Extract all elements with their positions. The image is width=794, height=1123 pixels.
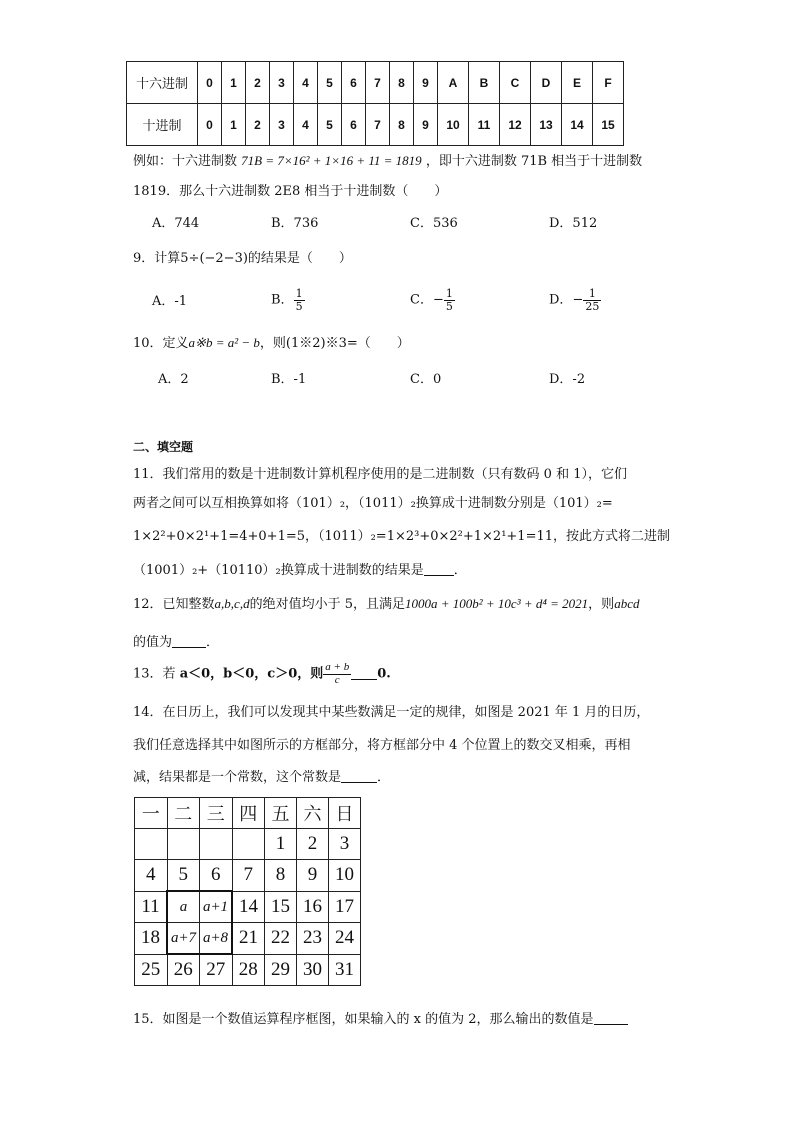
q10-option-c: C．0: [410, 372, 442, 387]
decimal-cell: 3: [270, 104, 294, 146]
calendar-box-cell-a-plus-7: a+7: [167, 923, 200, 955]
calendar-day: 1: [265, 829, 297, 860]
q8-option-a: A．744: [152, 216, 200, 231]
hex-cell: 4: [294, 62, 318, 104]
q12-equation: 1000a + 100b² + 10c³ + d⁴ = 2021: [404, 596, 589, 611]
q12-suffix: ，则: [588, 597, 615, 612]
decimal-cell: 2: [246, 104, 270, 146]
hex-cell: C: [500, 62, 531, 104]
calendar-day: 9: [297, 860, 329, 892]
calendar-day: [232, 829, 265, 860]
decimal-cell: 0: [198, 104, 222, 146]
decimal-row-label: 十进制: [127, 104, 198, 146]
hex-cell: 5: [318, 62, 342, 104]
decimal-cell: 11: [469, 104, 500, 146]
calendar-day: 15: [265, 891, 297, 923]
hex-cell: 7: [366, 62, 390, 104]
q8-question-line: 1819．那么十六进制数 2E8 相当于十进制数（ ）: [133, 184, 448, 199]
calendar-header-row: [135, 798, 361, 829]
q14-line-1: 14．在日历上，我们可以发现其中某些数满足一定的规律，如图是 2021 年 1 月的日历，: [133, 705, 650, 720]
calendar-week-row: [135, 829, 361, 860]
calendar-day: 31: [329, 954, 361, 986]
calendar-day: [167, 829, 200, 860]
section-title-fill-in: 二、填空题: [133, 440, 194, 454]
q9-stem: [133, 252, 352, 265]
q10-stem-prefix: 10．定义: [133, 336, 189, 351]
hex-cell: 1: [222, 62, 246, 104]
q15-line-1: [133, 1012, 628, 1026]
q12-stem: [133, 597, 639, 611]
calendar-day: 6: [200, 860, 233, 892]
calendar-day: 14: [232, 891, 265, 923]
hex-cell: 6: [342, 62, 366, 104]
calendar-box-cell-a-plus-8: a+8: [200, 923, 233, 955]
weekday-thu: 四: [232, 798, 265, 829]
calendar-day: 25: [135, 954, 168, 986]
q8-option-b: B．736: [271, 216, 319, 231]
calendar-day: [135, 829, 168, 860]
q8-option-c: C．536: [410, 216, 458, 231]
calendar-day: 22: [265, 923, 297, 955]
calendar-week-row: [135, 923, 361, 955]
q13-fraction-denominator: c: [334, 673, 340, 686]
hex-cell: A: [438, 62, 469, 104]
q9-option-c-numerator: 1: [445, 287, 453, 300]
decimal-cell: 6: [342, 104, 366, 146]
q9-option-b-numerator: 1: [295, 287, 303, 300]
q14-answer-blank[interactable]: [341, 770, 377, 783]
hex-cell: 0: [198, 62, 222, 104]
calendar-day: 26: [167, 954, 200, 986]
q11-line-4: （1001）₂+（10110）₂换算成十进制数的结果是 ．: [133, 563, 467, 578]
q12-mid: 的绝对值均小于 5，且满足: [249, 597, 405, 612]
q12-line-2: 的值为 ．: [133, 635, 220, 650]
q13-end: 0.: [377, 666, 391, 682]
weekday-sat: 六: [297, 798, 329, 829]
calendar-week-row: [135, 860, 361, 892]
q12-target: abcd: [614, 596, 640, 611]
q10-option-b: B．-1: [271, 372, 307, 387]
q9-option-b-letter: B．: [271, 292, 294, 308]
q10-stem-suffix: =（ ）: [346, 336, 410, 351]
calendar-day: 5: [167, 860, 200, 892]
q13-conditions: a＜0，b＜0，c＞0，则: [179, 666, 324, 682]
q11-line-1: 11．我们常用的数是十进制数计算机程序使用的是二进制数（只有数码 0 和 1），它们: [133, 467, 627, 482]
calendar-week-row: [135, 954, 361, 986]
calendar-day: 16: [297, 891, 329, 923]
hex-cell: F: [593, 62, 624, 104]
q15-line-1-text: 15．如图是一个数值运算程序框图，如果输入的 x 的值为 2，那么输出的数值是: [133, 1012, 594, 1027]
q12-prefix: 12．已知整数: [133, 597, 215, 612]
calendar-box-cell-a: a: [167, 891, 200, 923]
decimal-cell: 13: [531, 104, 562, 146]
calendar-january-2021: [134, 797, 361, 986]
q9-option-d: D．− $\frac{1}{25}$: [549, 287, 600, 313]
decimal-row: [127, 104, 624, 146]
q9-option-c: C．− $\frac{1}{5}$: [410, 287, 453, 313]
q12-answer-blank[interactable]: [172, 635, 206, 648]
decimal-cell: 12: [500, 104, 531, 146]
q11-line-3: 1×2²+0×2¹+1=4+0+1=5，（1011）₂=1×2³+0×2²+1×2¹+1=11，按此方式将二进制: [133, 529, 671, 544]
calendar-day: 8: [265, 860, 297, 892]
q9-option-c-denominator: 5: [445, 299, 453, 313]
calendar-day: [200, 829, 233, 860]
calendar-day: 17: [329, 891, 361, 923]
q14-line-3: 减，结果都是一个常数，这个常数是 ．: [133, 770, 391, 785]
hex-cell: 9: [414, 62, 438, 104]
q10-expression: (1※2)※3: [285, 336, 347, 351]
q11-answer-blank[interactable]: [424, 563, 454, 576]
calendar-day: 2: [297, 829, 329, 860]
q11-line-4-text: （1001）₂+（10110）₂换算成十进制数的结果是: [133, 563, 424, 578]
hex-cell: E: [562, 62, 593, 104]
calendar-day: 7: [232, 860, 265, 892]
q9-option-b-denominator: 5: [295, 299, 303, 313]
q9-option-a: A．-1: [152, 294, 188, 309]
weekday-mon: 一: [135, 798, 168, 829]
q9-stem-prefix: 9．计算: [133, 251, 181, 266]
hex-row: [127, 62, 624, 104]
q11-line-2: 两者之间可以互相换算如将（101）₂，（1011）₂换算成十进制数分别是（101）₂=: [133, 496, 613, 511]
q13-prefix: 13．若: [133, 666, 176, 682]
q9-option-d-letter: D．: [549, 292, 573, 308]
q10-definition: a※b = a² − b: [188, 335, 260, 350]
decimal-cell: 8: [390, 104, 414, 146]
decimal-cell: 9: [414, 104, 438, 146]
q9-option-d-fraction: [583, 288, 601, 312]
calendar-day: 10: [329, 860, 361, 892]
q9-option-d-numerator: 1: [583, 288, 601, 301]
q8-example-formula: 71B = 7×16² + 1×16 + 11 = 1819: [241, 153, 422, 168]
decimal-cell: 14: [562, 104, 593, 146]
hex-row-label: 十六进制: [127, 62, 198, 104]
calendar-day: 28: [232, 954, 265, 986]
q9-option-d-denominator: 25: [585, 299, 600, 313]
calendar-box-cell-a-plus-1: a+1: [200, 891, 233, 923]
q9-expression: 5÷(−2−3): [180, 251, 248, 266]
weekday-fri: 五: [265, 798, 297, 829]
weekday-tue: 二: [167, 798, 200, 829]
hex-cell: B: [469, 62, 500, 104]
q10-option-d: D．-2: [549, 372, 586, 387]
q8-example-prefix: 例如：十六进制数: [133, 154, 238, 169]
q10-stem-mid: ，则: [259, 336, 286, 351]
hex-cell: 8: [390, 62, 414, 104]
calendar-day: 27: [200, 954, 233, 986]
calendar-day: 24: [329, 923, 361, 955]
q9-option-c-fraction: [444, 288, 455, 312]
q9-option-c-letter: C．: [410, 292, 433, 308]
hex-cell: 2: [246, 62, 270, 104]
q9-option-b-fraction: [294, 288, 305, 312]
q9-option-b: [271, 288, 305, 312]
q8-example-suffix: ，即十六进制数 71B 相当于十进制数: [425, 154, 643, 169]
hex-cell: D: [531, 62, 562, 104]
q13-stem: [133, 662, 391, 686]
calendar-day: 18: [135, 923, 168, 955]
q14-line-2: 我们任意选择其中如图所示的方框部分，将方框部分中 4 个位置上的数交叉相乘，再相: [133, 738, 631, 753]
q8-option-d: D．512: [549, 216, 598, 231]
q9-stem-suffix: 的结果是（ ）: [247, 251, 352, 266]
calendar-day: 3: [329, 829, 361, 860]
decimal-cell: 10: [438, 104, 469, 146]
decimal-cell: 5: [318, 104, 342, 146]
q8-example-line: [133, 154, 642, 168]
calendar-week-row: [135, 891, 361, 923]
hex-cell: 3: [270, 62, 294, 104]
weekday-wed: 三: [200, 798, 233, 829]
decimal-cell: 7: [366, 104, 390, 146]
q13-fraction: [323, 662, 351, 686]
q13-fraction-numerator: a + b: [325, 661, 350, 673]
calendar-day: 11: [135, 891, 168, 923]
calendar-day: 21: [232, 923, 265, 955]
decimal-cell: 1: [222, 104, 246, 146]
q13-answer-blank[interactable]: [351, 667, 377, 680]
hex-decimal-table: [126, 61, 624, 146]
calendar-day: 4: [135, 860, 168, 892]
decimal-cell: 4: [294, 104, 318, 146]
q15-answer-blank[interactable]: [594, 1012, 628, 1025]
decimal-cell: 15: [593, 104, 624, 146]
calendar-day: 23: [297, 923, 329, 955]
q14-line-3-text: 减，结果都是一个常数，这个常数是: [133, 770, 342, 785]
weekday-sun: 日: [329, 798, 361, 829]
q12-line-2-text: 的值为: [133, 635, 173, 650]
q10-option-a: A．2: [158, 372, 189, 387]
q12-vars: a,b,c,d: [214, 596, 250, 611]
calendar-day: 29: [265, 954, 297, 986]
calendar-day: 30: [297, 954, 329, 986]
q10-stem: [133, 336, 410, 350]
